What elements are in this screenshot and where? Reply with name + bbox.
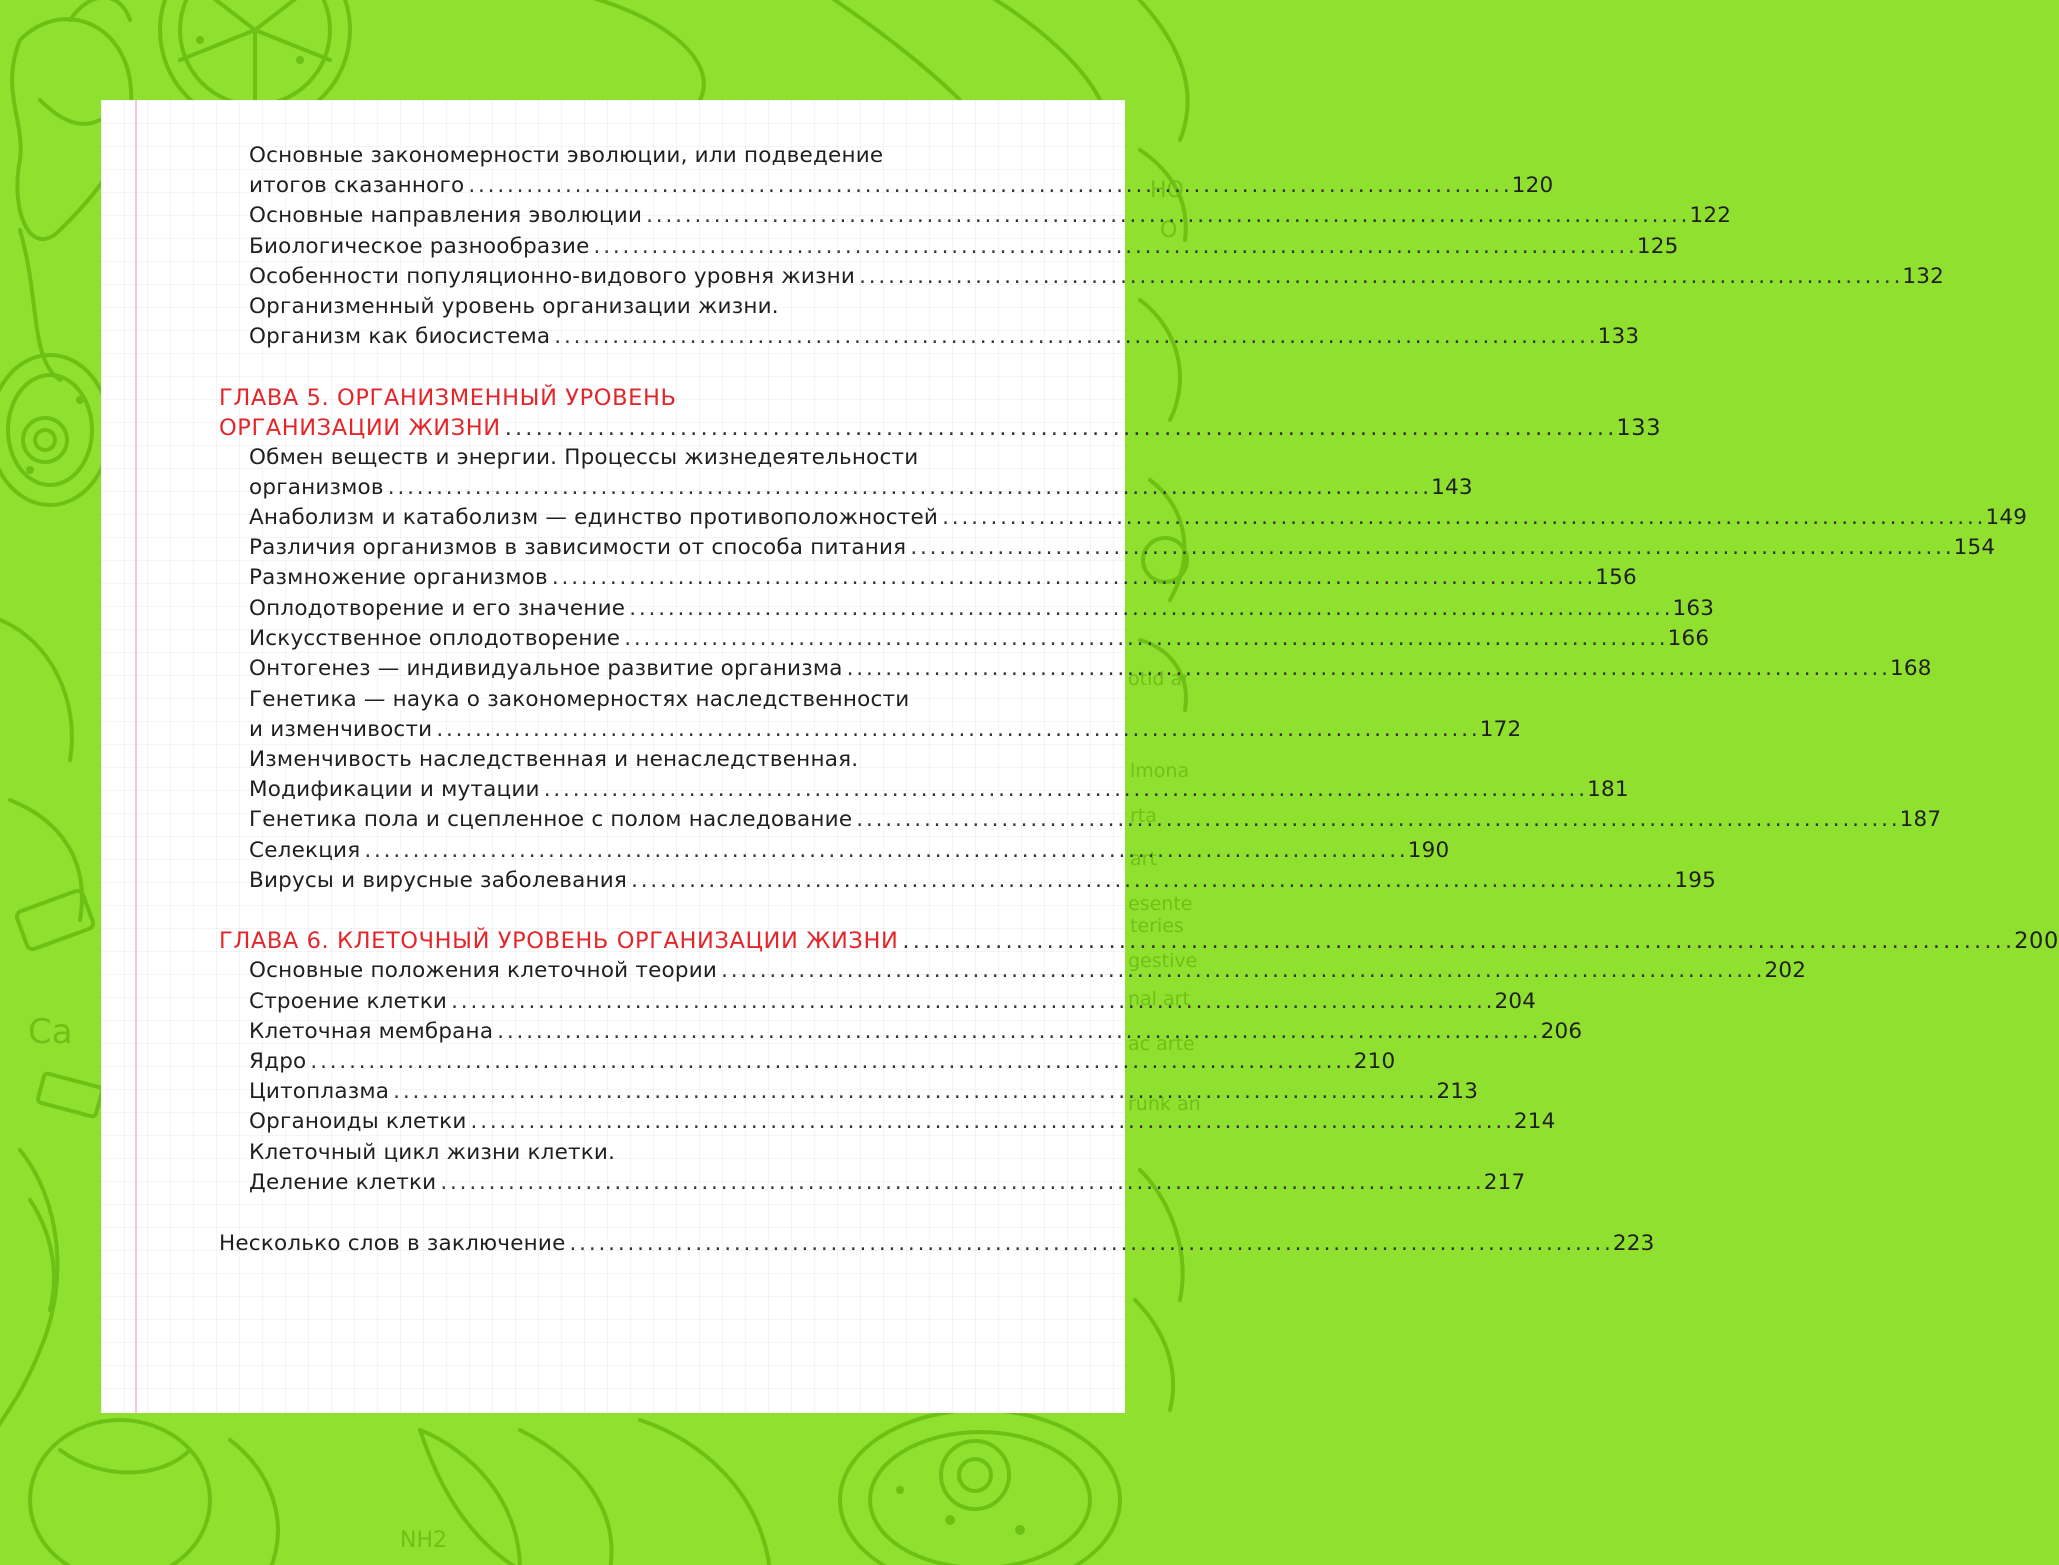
toc-entry[interactable]	[249, 443, 1009, 473]
toc-page-number: 133	[1616, 415, 1662, 441]
toc-page-number: 156	[1595, 565, 1637, 590]
toc-entry-title: Оплодотворение и его значение	[249, 596, 626, 621]
toc-entry-title: Строение клетки	[249, 989, 448, 1014]
toc-page-number: 133	[1597, 324, 1640, 349]
toc-entry[interactable]	[249, 473, 1473, 503]
side-label: runk an	[1128, 1093, 1201, 1115]
toc-entry-title: Селекция	[249, 838, 361, 863]
toc-entry[interactable]	[249, 1138, 949, 1168]
toc-entry[interactable]	[249, 141, 949, 171]
side-label: teries	[1130, 915, 1184, 937]
dot-leader	[393, 1077, 1432, 1107]
toc-entry-title: Цитоплазма	[249, 1079, 390, 1104]
toc-page-number: 187	[1899, 807, 1942, 832]
toc-page-number: 181	[1587, 777, 1629, 802]
toc-page-number: 122	[1689, 203, 1732, 228]
side-label: nal art	[1128, 988, 1190, 1010]
dot-leader	[451, 987, 1490, 1017]
side-label: rta	[1130, 805, 1157, 827]
toc-page-number: 149	[1985, 505, 2028, 530]
dot-leader	[624, 624, 1663, 654]
toc-entry-title: Вирусы и вирусные заболевания	[249, 868, 628, 893]
toc-entry-title: Клеточная мембрана	[249, 1019, 494, 1044]
dot-leader	[646, 201, 1685, 231]
side-label: lmona	[1130, 760, 1190, 782]
toc-entry-title: Основные положения клеточной теории	[249, 958, 718, 983]
chapter-title: ГЛАВА 6. КЛЕТОЧНЫЙ УРОВЕНЬ ОРГАНИЗАЦИИ ЖИЗНИ	[219, 928, 899, 954]
dot-leader	[436, 715, 1475, 745]
toc-page-number: 202	[1764, 958, 1807, 983]
toc-entry-title: Деление клетки	[249, 1170, 437, 1195]
side-label: HO	[1150, 178, 1184, 203]
side-label: gestive	[1128, 950, 1198, 972]
toc-entry-title: Клеточный цикл жизни клетки.	[249, 1140, 616, 1165]
toc-entry[interactable]	[249, 1107, 1556, 1137]
dot-leader	[570, 1229, 1609, 1259]
toc-chapter-heading[interactable]	[219, 383, 919, 413]
dot-leader	[856, 805, 1895, 835]
toc-page-number: 120	[1511, 173, 1554, 198]
toc-page-number: 195	[1674, 868, 1717, 893]
toc-page-number: 166	[1667, 626, 1710, 651]
toc-entry[interactable]	[249, 232, 1679, 262]
toc-entry-title: и изменчивости	[249, 717, 433, 742]
dot-leader	[902, 926, 2010, 956]
toc-entry-title: Биологическое разнообразие	[249, 234, 590, 259]
dot-leader	[505, 413, 1613, 443]
toc-entry[interactable]	[249, 1168, 1526, 1198]
toc-entry-title: Организм как биосистема	[249, 324, 551, 349]
toc-page-number: 163	[1672, 596, 1715, 621]
toc-entry[interactable]	[249, 503, 2028, 533]
side-label: art	[1130, 848, 1157, 870]
toc-entry-title: Искусственное оплодотворение	[249, 626, 621, 651]
toc-page-number: 172	[1479, 717, 1522, 742]
dot-leader	[859, 262, 1898, 292]
toc-entry-title: Различия организмов в зависимости от способа питания	[249, 535, 907, 560]
toc-page-number: 213	[1436, 1079, 1479, 1104]
toc-page-number: 190	[1407, 838, 1450, 863]
toc-entry[interactable]	[249, 292, 949, 322]
toc-entry-title: Генетика пола и сцепленное с полом наследование	[249, 807, 853, 832]
toc-entry-title: Организменный уровень организации жизни.	[249, 294, 779, 319]
side-label: NH2	[400, 1528, 447, 1553]
toc-entry-title: Ядро	[249, 1049, 307, 1074]
toc-entry-title: Обмен веществ и энергии. Процессы жизнедеятельности	[249, 445, 919, 470]
toc-entry-title: Генетика — наука о закономерностях наследственности	[249, 687, 910, 712]
toc-entry[interactable]	[249, 715, 1522, 745]
dot-leader	[471, 1107, 1510, 1137]
toc-entry-title: Размножение организмов	[249, 565, 548, 590]
toc-page-number: 200	[2014, 928, 2059, 954]
chapter-title: ОРГАНИЗАЦИИ ЖИЗНИ	[219, 415, 501, 441]
toc-entry-title: Онтогенез — индивидуальное развитие организма	[249, 656, 843, 681]
toc-page-number: 168	[1889, 656, 1932, 681]
dot-leader	[552, 563, 1591, 593]
toc-entry[interactable]	[249, 1047, 1396, 1077]
toc-entry[interactable]	[249, 262, 1945, 292]
side-label: Ca	[28, 1012, 73, 1052]
toc-page-number: 210	[1353, 1049, 1396, 1074]
toc-page-number: 223	[1612, 1231, 1655, 1256]
toc-entry-title: Несколько слов в заключение	[219, 1231, 566, 1256]
toc-entry[interactable]	[249, 563, 1637, 593]
toc-entry[interactable]	[249, 866, 1717, 896]
toc-entry-title: Анаболизм и катаболизм — единство противоположностей	[249, 505, 939, 530]
toc-entry[interactable]	[249, 745, 1009, 775]
side-label: ac arte	[1128, 1033, 1195, 1055]
toc-entry[interactable]	[249, 201, 1732, 231]
toc-page-number: 204	[1494, 989, 1537, 1014]
dot-leader	[468, 171, 1507, 201]
toc-page-number: 214	[1513, 1109, 1556, 1134]
toc-page-number: 125	[1636, 234, 1679, 259]
dot-leader	[440, 1168, 1479, 1198]
toc-entry[interactable]	[219, 1229, 1655, 1259]
toc-page-number: 206	[1540, 1019, 1583, 1044]
toc-page-number: 217	[1483, 1170, 1526, 1195]
dot-leader	[364, 836, 1403, 866]
side-label: otid ar	[1128, 668, 1190, 690]
dot-leader	[847, 654, 1886, 684]
dot-leader	[544, 775, 1583, 805]
toc-entry[interactable]	[249, 775, 1629, 805]
chapter-title: ГЛАВА 5. ОРГАНИЗМЕННЫЙ УРОВЕНЬ	[219, 385, 677, 411]
toc-entry[interactable]	[249, 685, 1009, 715]
toc-entry-title: организмов	[249, 475, 384, 500]
toc-page-number: 143	[1431, 475, 1473, 500]
dot-leader	[721, 956, 1760, 986]
toc-entry-title: Органоиды клетки	[249, 1109, 467, 1134]
toc-entry-title: Основные направления эволюции	[249, 203, 643, 228]
toc-entry-title: Изменчивость наследственная и ненаследственная.	[249, 747, 859, 772]
dot-leader	[310, 1047, 1349, 1077]
dot-leader	[910, 533, 1949, 563]
toc-entry[interactable]	[249, 624, 1710, 654]
toc-entry-title: Особенности популяционно-видового уровня жизни	[249, 264, 856, 289]
toc-entry[interactable]	[249, 322, 1640, 352]
toc-entry-title: итогов сказанного	[249, 173, 465, 198]
toc-page-number: 132	[1902, 264, 1945, 289]
toc-entry[interactable]	[249, 533, 1996, 563]
toc-page-number: 154	[1953, 535, 1996, 560]
side-label: O	[1160, 218, 1178, 243]
toc-entry[interactable]	[249, 594, 1715, 624]
dot-leader	[554, 322, 1593, 352]
dot-leader	[631, 866, 1670, 896]
dot-leader	[388, 473, 1427, 503]
toc-chapter-heading[interactable]	[219, 413, 1662, 443]
dot-leader	[594, 232, 1633, 262]
toc-entry-title: Модификации и мутации	[249, 777, 540, 802]
dot-leader	[497, 1017, 1536, 1047]
side-label: esente	[1128, 893, 1193, 915]
toc-entry-title: Основные закономерности эволюции, или подведение	[249, 143, 884, 168]
dot-leader	[629, 594, 1668, 624]
dot-leader	[942, 503, 1981, 533]
